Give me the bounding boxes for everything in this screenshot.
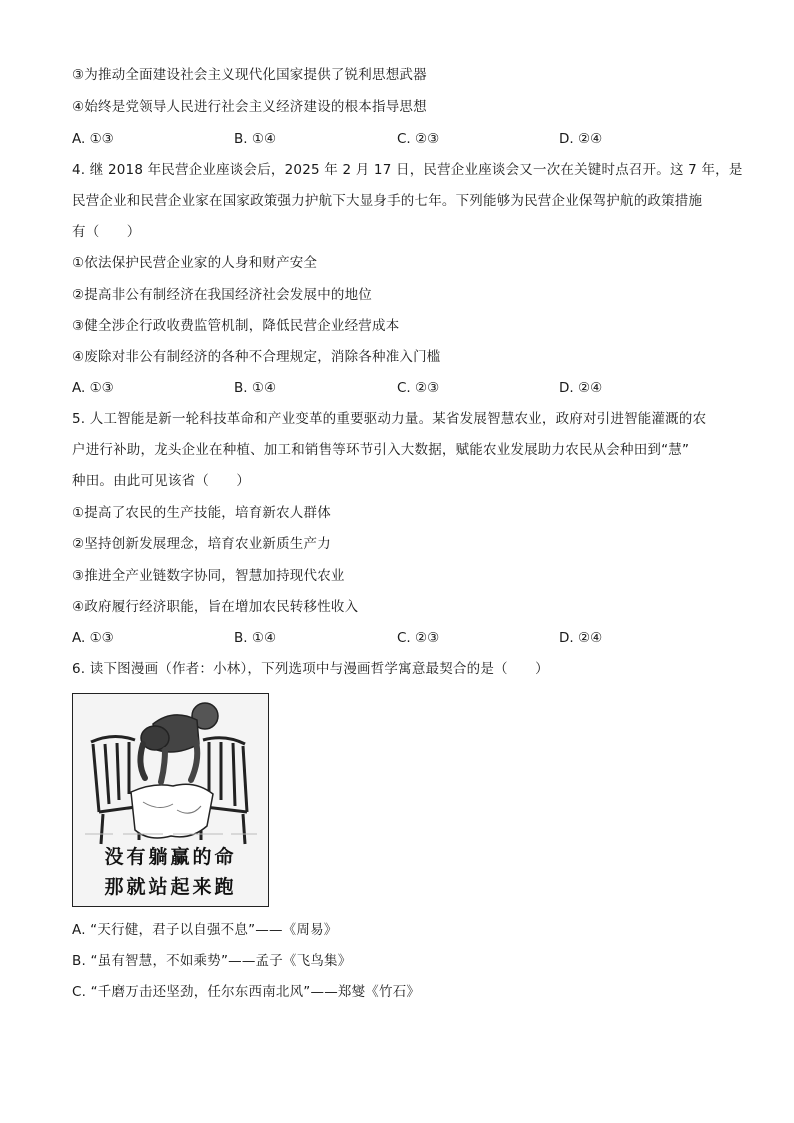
q3-option-a: A. ①③	[72, 131, 114, 147]
q3-option-b: B. ①④	[234, 131, 277, 147]
q4-option-a: A. ①③	[72, 380, 114, 396]
q5-options	[72, 629, 732, 647]
q3-item-4: ④始终是党领导人民进行社会主义经济建设的根本指导思想	[72, 99, 427, 115]
q3-option-c: C. ②③	[397, 131, 440, 147]
q5-item-4: ④政府履行经济职能，旨在增加农民转移性收入	[72, 599, 359, 615]
q4-item-1: ①依法保护民营企业家的人身和财产安全	[72, 255, 318, 271]
q4-options	[72, 379, 732, 397]
q4-option-b: B. ①④	[234, 380, 277, 396]
q4-stem-line-1: 4. 继 2018 年民营企业座谈会后，2025 年 2 月 17 日，民营企业座谈会又一次在关键时点召开。这 7 年，是	[72, 162, 743, 178]
q5-stem-line-1: 5. 人工智能是新一轮科技革命和产业变革的重要驱动力量。某省发展智慧农业，政府对引进智能灌溉的农	[72, 411, 707, 427]
child-figure	[140, 703, 218, 782]
q5-item-2: ②坚持创新发展理念，培育农业新质生产力	[72, 536, 331, 552]
q5-stem-line-2: 户进行补助，龙头企业在种植、加工和销售等环节引入大数据，赋能农业发展助力农民从会种田到“慧”	[72, 442, 690, 458]
q3-options	[72, 130, 732, 148]
q4-stem-line-2: 民营企业和民营企业家在国家政策强力护航下大显身手的七年。下列能够为民营企业保驾护航的政策措施	[72, 193, 703, 209]
q3-option-d: D. ②④	[559, 131, 603, 147]
q6-option-b: B. “虽有智慧，不如乘势”——孟子《飞鸟集》	[72, 953, 352, 969]
q5-option-c: C. ②③	[397, 630, 440, 646]
q4-item-4: ④废除对非公有制经济的各种不合理规定，消除各种准入门槛	[72, 349, 441, 365]
q5-option-b: B. ①④	[234, 630, 277, 646]
q5-option-d: D. ②④	[559, 630, 603, 646]
q3-item-3: ③为推动全面建设社会主义现代化国家提供了锐利思想武器	[72, 67, 427, 83]
q6-option-a: A. “天行健，君子以自强不息”——《周易》	[72, 922, 338, 938]
cartoon-image	[72, 693, 269, 907]
cartoon-caption-line-2: 那就站起来跑	[104, 876, 237, 898]
q5-item-1: ①提高了农民的生产技能，培育新农人群体	[72, 505, 331, 521]
q5-stem-line-3: 种田。由此可见该省（ ）	[72, 473, 251, 489]
q6-stem: 6. 读下图漫画（作者：小林），下列选项中与漫画哲学寓意最契合的是（ ）	[72, 661, 549, 677]
q4-option-d: D. ②④	[559, 380, 603, 396]
cartoon-caption-line-1: 没有躺赢的命	[104, 846, 237, 868]
q6-option-c: C. “千磨万击还坚劲，任尔东西南北风”——郑燮《竹石》	[72, 984, 421, 1000]
q4-option-c: C. ②③	[397, 380, 440, 396]
white-cloth	[131, 784, 213, 838]
q5-option-a: A. ①③	[72, 630, 114, 646]
q4-item-3: ③健全涉企行政收费监管机制，降低民营企业经营成本	[72, 318, 400, 334]
q4-item-2: ②提高非公有制经济在我国经济社会发展中的地位	[72, 287, 373, 303]
q5-item-3: ③推进全产业链数字协同，智慧加持现代农业	[72, 568, 345, 584]
q4-stem-line-3: 有（ ）	[72, 224, 141, 240]
